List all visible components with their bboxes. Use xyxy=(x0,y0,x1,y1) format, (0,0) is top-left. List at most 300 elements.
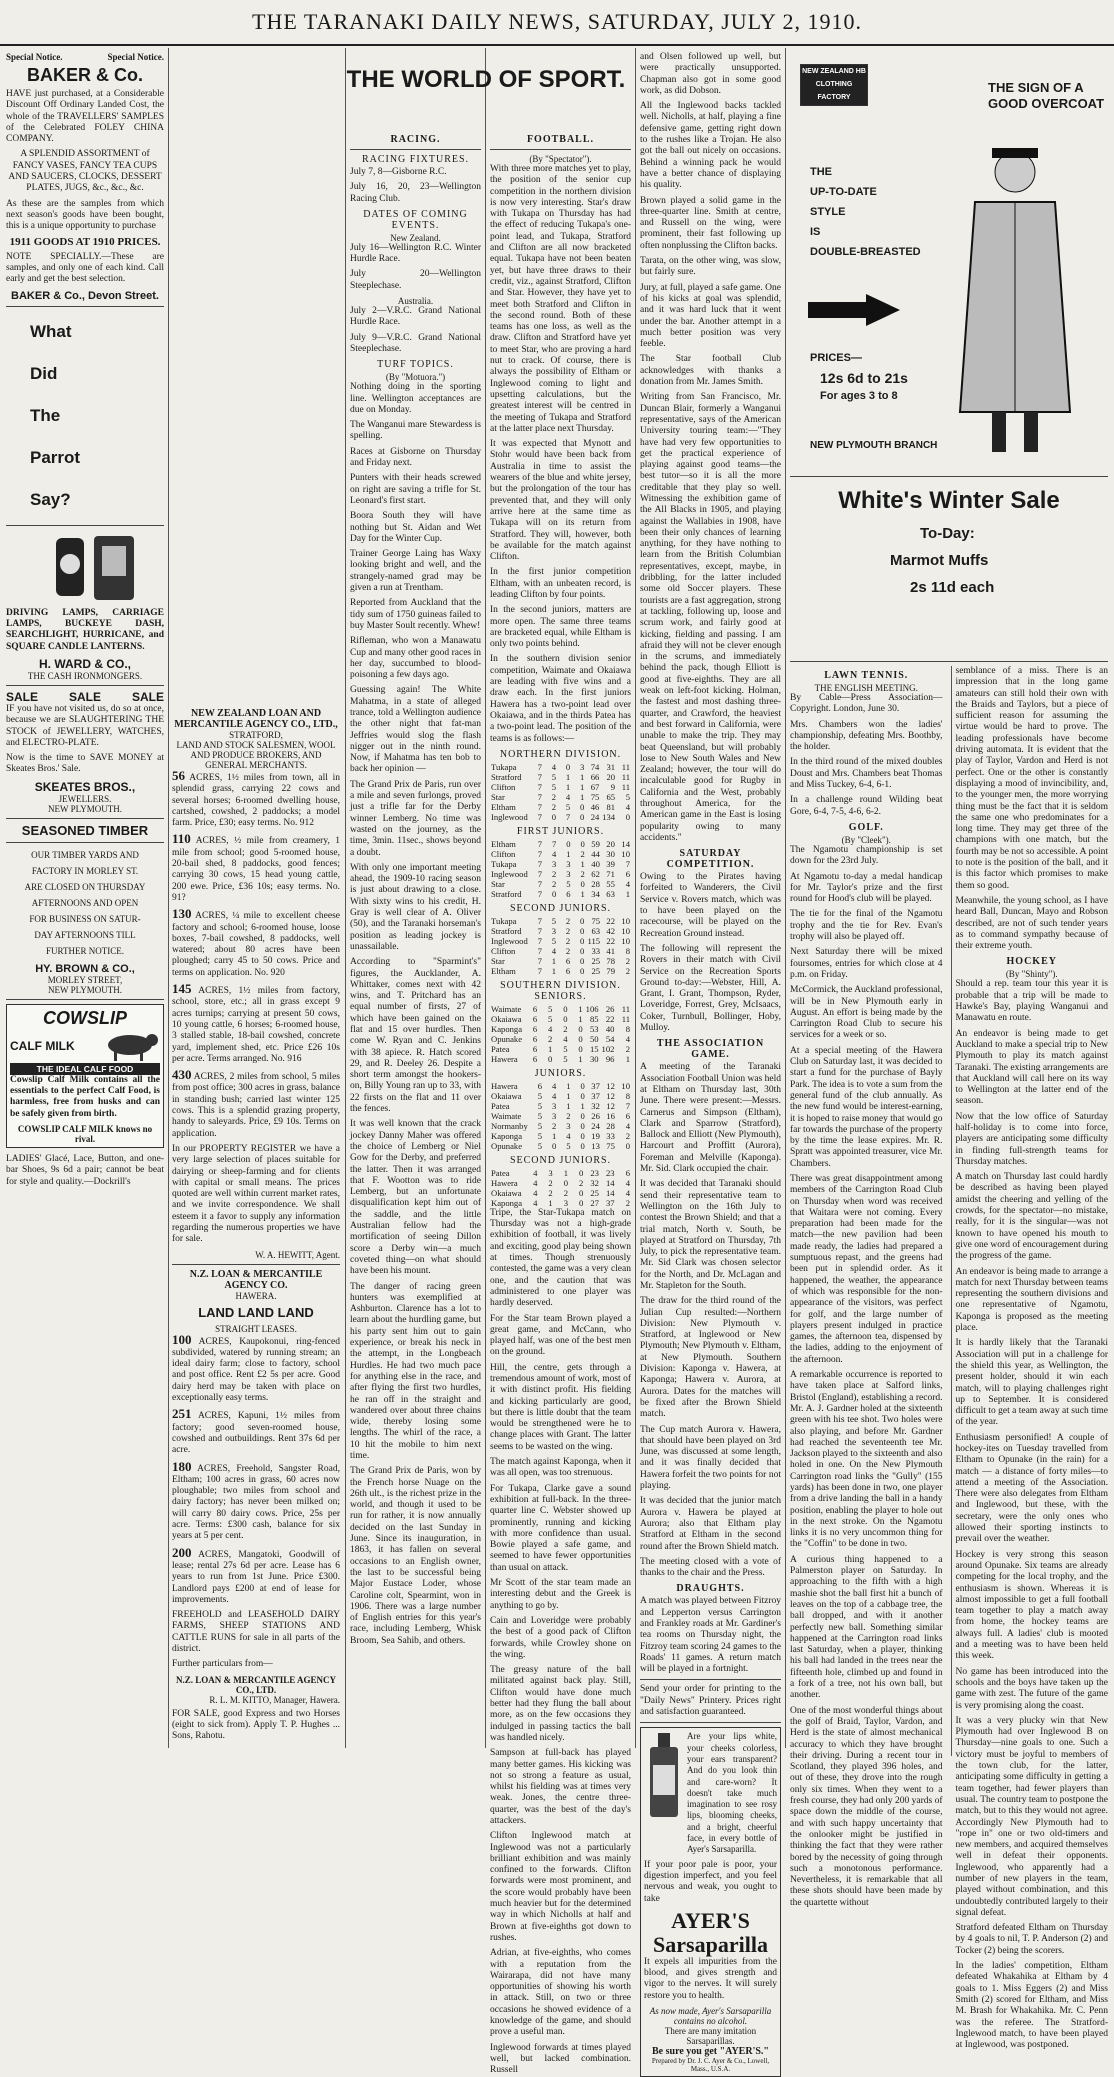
table-cell: 74 xyxy=(590,761,600,772)
team-name: Okaiawa xyxy=(491,1013,522,1024)
lease-listing xyxy=(172,1408,340,1456)
table-title: SOUTHERN DIVISION. SENIORS. xyxy=(500,979,621,1002)
turf-paragraph: With only one important meeting ahead, the 1909-10 racing season is just about drawing to a close. With sixty wins to his credit, H. Gray is well clear of A. Oliver (50), and the Taranaki horseman's position as leading jockey is unassailable. xyxy=(350,862,481,952)
table-cell: 8 xyxy=(625,1090,630,1101)
table-cell: 1 xyxy=(548,1197,553,1208)
table-cell: 11 xyxy=(621,1003,630,1014)
turf-paragraph: Guessing again! The White Mahatma, in a state of alleged trance, told a Wellington audience the other night that fat-man Jeffries would slog the flash nigger out in the ninth round. Now, if Mahatma has ten bob to back her opinion — xyxy=(350,685,481,775)
table-cell: 5 xyxy=(566,1140,571,1151)
fixtures-head: RACING FIXTURES. xyxy=(361,154,470,165)
land-free: FREEHOLD and LEASEHOLD DAIRY FARMS, SHEEP STATIONS AND CATTLE RUNS for sale in all parts of the district. xyxy=(172,1610,340,1654)
saturday-head: SATURDAY COMPETITION. xyxy=(666,848,755,871)
table-cell: 31 xyxy=(606,761,616,772)
team-name: Hawera xyxy=(491,1177,518,1188)
draughts-text: Send your order for printing to the "Daily News" Printery. Prices right and satisfaction guaranteed. xyxy=(640,1684,781,1718)
table-cell: 1 xyxy=(551,955,557,966)
table-cell: 28 xyxy=(606,1120,615,1131)
cowslip-sub: CALF MILK xyxy=(10,1038,75,1053)
table-cell: 7 xyxy=(537,761,542,772)
table-cell: 5 xyxy=(551,781,557,792)
table-cell: 7 xyxy=(537,781,542,792)
hockey-column xyxy=(951,666,1109,2051)
team-name: Star xyxy=(491,878,505,889)
table-cell: 67 xyxy=(590,781,600,792)
table-cell: 0 xyxy=(580,915,585,926)
sport-title: THE WORLD OF SPORT. xyxy=(346,66,626,93)
property-listing xyxy=(172,770,340,829)
table-cell: 20 xyxy=(606,838,615,849)
table-cell: 8 xyxy=(625,1023,630,1034)
table-cell: 53 xyxy=(589,1023,599,1034)
table-cell: 11 xyxy=(621,771,630,782)
table-cell: 15 xyxy=(589,1043,599,1054)
property-listing-number: 56 xyxy=(172,768,185,783)
skeates-sub: NEW PLYMOUTH. xyxy=(48,803,122,814)
land-sub: STRAIGHT LEASES. xyxy=(215,1323,297,1334)
sale-word: SALE xyxy=(131,689,164,704)
table-cell: 10 xyxy=(621,848,630,859)
association-paragraph: The meeting closed with a vote of thanks to the chair and the Press. xyxy=(640,1556,781,1579)
saturday-paragraph: The following will represent the Rovers in their match with Civil Service on the Recreation Sports Ground to-day:—Webster, Hill, A. Grant, I. Grant, Thompson, Ryder, Loveridge, Forrest, Grey, McIsaacs, Coker, Turnbull, Bollinger, Hoby, Mulloy. xyxy=(640,943,781,1034)
tennis-paragraph: Mrs. Chambers won the ladies' championship, defeating Mrs. Boothby, the holder. xyxy=(790,719,943,753)
table-cell: 2 xyxy=(625,1197,630,1208)
golf-paragraph: A remarkable occurrence is reported to have taken place at Salford links, Bristol (England), establishing a record. Mr. A. J. Gardner holed at the sixteenth green with his tee shot. Two holes were also playing, and before Mr. Gardner had reached the seventeenth tee Mr. Jackson played to the sixteenth and also holed in one. On the New Plymouth Carrington road links the "Gully" (155 yards) has been done in two, one player from a drive landing the ball in a handy position, enabling the player to hole out in the next stroke. On the Ngamotu links it is no very uncommon thing for the "Coffin" to be done in two. xyxy=(790,1370,943,1550)
brown-sub: MORLEY STREET, xyxy=(47,974,123,985)
table-cell: 3 xyxy=(552,858,557,869)
team-name: Hawera xyxy=(491,1080,518,1091)
table-cell: 0 xyxy=(580,1110,585,1121)
table-cell: 7 xyxy=(537,945,542,956)
table-cell: 2 xyxy=(625,1043,630,1054)
table-cell: 0 xyxy=(563,1177,569,1188)
hockey-paragraph: Enthusiasm personified! A couple of hockey-ites on Tuesday travelled from Eltham to Opunake (in the rain) for a match — a distance of forty miles—to attend a meeting of the Association. There were also delegates from Eltham and Inglewood, but these, with the secretary, were the only ones who allowed their sporting instincts to prevail over the weather. xyxy=(955,1432,1108,1545)
table-title: SECOND JUNIORS. xyxy=(509,1154,612,1166)
table-cell: 7 xyxy=(537,925,542,936)
table-cell: 5 xyxy=(537,1140,543,1151)
table-cell: 5 xyxy=(537,1100,543,1111)
ayer-text: If your poor pale is poor, your digestion imperfect, and you feel nervous and weak, you ought to take xyxy=(644,1859,777,1904)
table-cell: 5 xyxy=(537,1110,543,1121)
table-cell: 4 xyxy=(625,1033,630,1044)
table-cell: 1 xyxy=(563,1167,569,1178)
article-paragraph: Tarata, on the other wing, was slow, but fairly sure. xyxy=(640,256,781,278)
association-paragraph: A meeting of the Taranaki Association Football Union was held at Eltham on Thursday last, 30th June. There were present:—Messrs. Carnerus and Simpson (Eltham), Clark and Sparrow (Stratford), Ballock and Elliott (New Plymouth), Harcourt and Proffitt (Aurora), Foreman and Melville (Kaponga). Mr. Sid. Clark occupied the chair. xyxy=(640,1062,781,1175)
table-row xyxy=(490,839,631,849)
tennis-paragraph: By Cable—Press Association—Copyright. London, June 30. xyxy=(790,693,943,715)
golf-paragraph: Meanwhile, the young school, as I have heard Ball, Duncan, Mayo and Robson described, are not of such tender years as to command sympathy because of their extreme youth. xyxy=(955,895,1108,952)
table-cell: 5 xyxy=(551,771,557,782)
team-name: Waimate xyxy=(491,1110,522,1121)
team-name: Star xyxy=(491,791,505,802)
table-cell: 0 xyxy=(625,1140,630,1151)
team-name: Patea xyxy=(491,1043,510,1054)
table-cell: 0 xyxy=(578,1023,583,1034)
table-row xyxy=(490,1188,631,1198)
table-cell: 10 xyxy=(621,915,630,926)
ayer-foot: There are many imitation Sarsaparillas. xyxy=(664,2026,757,2047)
table-row xyxy=(490,1091,631,1101)
table-cell: 26 xyxy=(605,1003,615,1014)
team-name: Opunake xyxy=(491,1033,523,1044)
baker-text: HAVE just purchased, at a Considerable Discount Off Ordinary Landed Cost, the whole of the TRAVELLERS' SAMPLES of the Celebrated FOLEY CHINA COMPANY. xyxy=(6,89,164,145)
ward-sub: THE CASH IRONMONGERS. xyxy=(27,670,143,681)
table-cell: 1 xyxy=(566,1090,571,1101)
sale-text: Now is the time to SAVE MONEY at Skeates Bros.' Sale. xyxy=(6,753,164,775)
turf-paragraph: Punters with their heads screwed on right are saving a trifle for St. Leonard's first start. xyxy=(350,473,481,506)
timber-line: FOR BUSINESS ON SATUR- xyxy=(29,913,141,924)
table-cell: 0 xyxy=(580,945,585,956)
style-line: UP-TO-DATE xyxy=(810,186,877,198)
white-title: White's Winter Sale xyxy=(838,487,1060,514)
last-ad: FOR SALE, good Express and two Horses (eight to sick from). Apply T. P. Hughes ... Sons, Rahotu. xyxy=(172,1708,340,1742)
table-cell: 6 xyxy=(537,1080,543,1091)
ayer-lead: Are your lips white, your cheeks colorless, your ears transparent? And do you look thin and care-worn? It doesn't take much imagination to see rosy lips, blooming cheeks, and a bright, cheerful face, in every bottle of Ayer's Sarsaparilla. xyxy=(687,1731,777,1855)
turf-paragraph: Nothing doing in the sporting line. Wellington acceptances are due on Monday. xyxy=(350,382,481,415)
football-paragraph: Tripe, the Star-Tukapa match on Thursday was not a high-grade exhibition of football, it was lively and exciting, good play being shown at times. Though strenuously contested, the game was a very clean one, and the caution that was administered to one player was hardly deserved. xyxy=(490,1207,631,1309)
table-cell: 23 xyxy=(606,1167,615,1178)
golf-paragraph: semblance of a miss. There is an impression that in the long game amateurs can still hold their own with the Braids and Taylors, but a piece of sufficient reason for assuming the virtue would be hard to prove. The leading professionals have become driving automata. It is evident that the play of Taylor, Vardon and Herd is not perfect. One or the other is constantly displaying a mood of invincibility, and, to the younger men, the more worrying thing must be the fact that it is seldom the same one who predominates for a long time. They may get three of the champions with one match, but the fourth may be not so accessible. A point to note is the position of the ball, and it is this factor which promises to make them so good. xyxy=(955,666,1108,891)
turf-head: TURF TOPICS. xyxy=(377,359,454,371)
ayer-foot: As now made, Ayer's Sarsaparilla contains no alcohol. xyxy=(649,2006,772,2027)
brown-name: HY. BROWN & CO., xyxy=(35,962,135,975)
table-cell: 4 xyxy=(625,878,630,889)
property-listing-text: ACRES, 2 miles from school, 5 miles from post office; 300 acres in grass, balance in standing bush; carried last winter 125 cows. This is a splendid grazing property, handy to saleyards. Price, £9 10s. Terms on application. xyxy=(172,1072,340,1139)
column-rule xyxy=(635,48,636,1748)
table-cell: 0 xyxy=(580,925,585,936)
team-name: Tukapa xyxy=(491,915,517,926)
golf-paragraph: At a special meeting of the Hawera Club on Saturday last, it was decided to start a fund for the purchase of Bayly Park. The idea is to vote a sum from the general fund of the club annually. As the new fund would be interest-earning, it is hoped to raise money that would go far towards the purchase of the property by the time the lease expires. Mr. R. Spratt was appointed treasurer, vice Mr. Chambers. xyxy=(790,1045,943,1169)
table-cell: 7 xyxy=(552,838,557,849)
table-row xyxy=(490,1034,631,1044)
association-paragraph: The Cup match Aurora v. Hawera, that should have been played on 3rd June, was discussed at some length, and it was finally decided that Hawera forfeit the two points for not playing. xyxy=(640,1424,781,1492)
table-cell: 2 xyxy=(579,1177,584,1188)
turf-paragraph: Reported from Auckland that the tidy sum of 1750 guineas failed to buy Master Soult recently. Whew! xyxy=(350,598,481,631)
table-cell: 5 xyxy=(551,915,557,926)
hockey-paragraph: A match on Thursday last could hardly be described as having been played amidst the cheering and yelling of the crowds, for the spectator—no mistake, really, for it is the singular—was not known to have opened his mouth to give one word of encouragement during the progress of the game. xyxy=(955,1172,1108,1262)
nzloan-head: NEW ZEALAND LOAN AND MERCANTILE AGENCY CO., LTD., xyxy=(174,708,338,730)
team-name: Tukapa xyxy=(491,761,517,772)
table-cell: 6 xyxy=(625,1167,630,1178)
table-cell: 22 xyxy=(606,935,615,946)
table-cell: 0 xyxy=(578,1043,583,1054)
table-cell: 22 xyxy=(605,1013,615,1024)
table-cell: 2 xyxy=(552,878,557,889)
table-cell: 5 xyxy=(537,1120,543,1131)
table-cell: 0 xyxy=(580,878,585,889)
table-cell: 7 xyxy=(537,955,542,966)
pointing-hand-icon xyxy=(804,284,904,334)
table-cell: 1 xyxy=(578,1053,583,1064)
nzloan-register: In our PROPERTY REGISTER we have a very large selection of places suitable for dairying or sheep-farming and for clients with capital or small means. The prices quoted are well within current market rates, and we invite correspondence. We shall esteem it a favor to supply any information regarding the numerous properties we have for sale. xyxy=(172,1143,340,1245)
team-name: Kaponga xyxy=(491,1130,523,1141)
table-cell: 0 xyxy=(625,811,630,822)
table-cell: 7 xyxy=(537,791,542,802)
table-cell: 7 xyxy=(537,771,542,782)
sale-word: SALE xyxy=(68,689,101,704)
team-name: Kaponga xyxy=(491,1197,523,1208)
table-cell: 0 xyxy=(566,838,571,849)
table-cell: 6 xyxy=(565,965,571,976)
table-cell: 5 xyxy=(551,935,557,946)
timber-line: AFTERNOONS AND OPEN xyxy=(31,897,139,908)
table-cell: 16 xyxy=(606,1110,615,1121)
table-cell: 12 xyxy=(606,1080,615,1091)
table-cell: 6 xyxy=(532,1013,538,1024)
team-name: Inglewood xyxy=(491,935,528,946)
parrot-word: Did xyxy=(30,363,58,383)
table-cell: 3 xyxy=(552,1110,557,1121)
table-cell: 79 xyxy=(606,965,615,976)
property-listing xyxy=(172,1069,340,1140)
table-row xyxy=(490,859,631,869)
table-cell: 1 xyxy=(580,858,585,869)
table-cell: 2 xyxy=(565,935,571,946)
table-cell: 0 xyxy=(580,1140,585,1151)
table-row xyxy=(490,1081,631,1091)
nzloan-sub: LAND AND STOCK SALESMEN, WOOL AND PRODUCE BROKERS, AND GENERAL MERCHANTS. xyxy=(176,740,336,770)
table-cell: 1 xyxy=(566,1100,571,1111)
table-cell: 0 xyxy=(552,1140,557,1151)
sport-title-area xyxy=(172,52,630,112)
team-name: Kaponga xyxy=(491,1023,523,1034)
turf-paragraph: It was well known that the crack jockey Danny Maher was offered the choice of Lemberg or Niel Gow for the Derby, and preferred the latter. Then it was arranged that F. Wootton was to ride Lemberg, but an unfortunate disqualification kept him out of the saddle, and the little Australian fellow had the mortification of seeing Dillon score a Derby win—a much coveted thing—on what should have been his mount. xyxy=(350,1119,481,1277)
table-cell: 0 xyxy=(580,801,585,812)
parrot-word: Say? xyxy=(30,489,71,509)
table-cell: 4 xyxy=(552,848,557,859)
hockey-paragraph: Stratford defeated Eltham on Thursday by 4 goals to nil, T. P. Anderson (2) and Tocker (2) being the scorers. xyxy=(955,1923,1108,1956)
table-cell: 0 xyxy=(580,1120,585,1131)
association-paragraph: It was decided that Taranaki should send their representative team to Wellington on the 16th July to contest the Brown Shield; and that a trial match, North v. South, be played at Stratford on Thursday, 7th July, to pick the representative team. Mr. Sid Clark was chosen selector for the North, and Dr. McLagan and Mr. Stapleton for the South. xyxy=(640,1179,781,1291)
table-cell: 6 xyxy=(565,955,571,966)
standings-table xyxy=(490,1168,631,1208)
table-cell: 25 xyxy=(591,965,601,976)
property-listing-number: 130 xyxy=(172,906,192,922)
baker-text: A SPLENDID ASSORTMENT of FANCY VASES, FANCY TEA CUPS AND SAUCERS, CLOCKS, DESSERT PLATES, JUGS, &c., &c., &c. xyxy=(8,149,162,194)
property-listing-number: 430 xyxy=(172,1067,192,1083)
column-5 xyxy=(640,52,781,2074)
property-listing-number: 145 xyxy=(172,981,192,997)
hockey-paragraph: An endeavor is being made to get Auckland to make a special trip to New Plymouth to play its match against Taranaki. The existing arrangements are that Auckland will call here on its way to Wellington at the latter end of the season. xyxy=(955,1028,1108,1107)
table-cell: 0 xyxy=(580,965,585,976)
table-cell: 5 xyxy=(548,1003,553,1014)
date: July 16—Wellington R.C. Winter Hurdle Race. xyxy=(350,242,481,265)
skeates-name: SKEATES BROS., xyxy=(34,779,136,794)
tennis-golf-column xyxy=(790,666,943,1908)
table-cell: 5 xyxy=(563,1053,568,1064)
table-row xyxy=(490,1054,631,1064)
baker-footer: BAKER & Co., Devon Street. xyxy=(11,289,159,302)
table-title: NORTHERN DIVISION. xyxy=(499,748,622,760)
football-paragraph: The greasy nature of the ball militated against back play. Still, Clifton would have done much better had they flung the ball about more, as on the few occasions they indulged in passing tactics the ball was handled nicely. xyxy=(490,1665,631,1743)
table-cell: 14 xyxy=(606,1187,615,1198)
table-row xyxy=(490,812,631,822)
table-cell: 39 xyxy=(606,858,615,869)
table-cell: 55 xyxy=(606,878,615,889)
dates-sub: New Zealand. xyxy=(390,232,441,243)
turf-paragraph: Trainer George Laing has Waxy looking bright and well, and the strangely-named grad may be given a run at Trentham. xyxy=(350,549,481,594)
table-cell: 5 xyxy=(566,878,571,889)
white-price: 2s 11d each xyxy=(910,579,995,596)
table-cell: 4 xyxy=(551,761,557,772)
table-cell: 4 xyxy=(625,801,630,812)
date: July 2—V.R.C. Grand National Hurdle Race. xyxy=(350,306,481,328)
lease-listing-text: ACRES, Freehold, Sangster Road, Eltham; 100 acres in grass, 60 acres now ploughable; two miles from school and dairy factory; has never been milked on; will carry 80 dairy cows. Price, 25s per acre. Terms: £300 cash, balance for six years at 5 per cent. xyxy=(172,1463,340,1542)
turf-paragraph: The Grand Prix de Paris, won by the French horse Nuage on the 26th ult., is the richest prize in the world, and though it used to be run for rather, it is now annually decided on the last Sunday in June. Since its inauguration, in 1863, it has fallen on several occasions to an English owner, the last to be successful being Major Eustace Loder, whose Caroline colt, Spearmint, won in 1906. There was a large number of English entries for this year's race, including Lemberg, Whisk Broom, Sea Sahib, and others. xyxy=(350,1466,481,1646)
table-cell: 1 xyxy=(625,888,630,899)
table-cell: 30 xyxy=(606,848,615,859)
table-cell: 0 xyxy=(579,1167,584,1178)
table-row xyxy=(490,1178,631,1188)
ward-name: H. WARD & CO., xyxy=(39,656,131,671)
table-cell: 9 xyxy=(610,781,616,792)
standings-table xyxy=(490,1081,631,1151)
table-row xyxy=(490,936,631,946)
turf-paragraph: The danger of racing green hunters was exemplified at Ashburton. Clarence has a lot to learn about the hurdling game, but his party sent him out to gain experience, or break his neck in the attempt, in the Longbeach Hurdles. He had two much pace for anything else in the race, and after flying the first two hurdles, he ran off in the straight and wandered over about three chains wide, thereby losing some lengths. The whirl of the race, a 10 hit the mobile to him next time. xyxy=(350,1281,481,1461)
tennis-head: LAWN TENNIS. xyxy=(824,670,909,681)
parrot-word: What xyxy=(30,321,72,341)
hockey-paragraph: It was a very plucky win that New Plymouth had over Inglewood B on Thursday—nine goals to one. Such a victory must be joyful to members of the town club, for the latter, anticipating some difficulty in getting a team together, had fewer players than usual. The country team to postpone the match, but to this they would not agree. Accordingly New Plymouth had to "rope in" one or two old-timers and new members, and acquired themselves well in defeat their opponents. Inglewood, who apparently had a number of new players in the team, played without combination, and this undoubtedly contributed largely to their signal defeat. xyxy=(955,1715,1108,1918)
table-cell: 7 xyxy=(537,965,542,976)
style-line: DOUBLE-BREASTED xyxy=(810,246,921,258)
table-row xyxy=(490,879,631,889)
table-cell: 0 xyxy=(565,761,571,772)
skeates-sub: JEWELLERS. xyxy=(58,793,112,804)
table-row xyxy=(490,956,631,966)
parrot-word: The xyxy=(30,405,61,425)
table-cell: 5 xyxy=(548,1013,553,1024)
table-cell: 0 xyxy=(551,811,557,822)
team-name: Eltham xyxy=(491,801,516,812)
table-cell: 66 xyxy=(590,771,600,782)
turf-paragraph: Rifleman, who won a Manawatu Cup and many other good races in her day, succumbed to blood-poisoning a few days ago. xyxy=(350,636,481,681)
article-paragraph: Jury, at full, played a safe game. One of his kicks at goal was splendid, and it was hard luck that it went under the bar. Another attempt in a much better position was very feeble. xyxy=(640,282,781,350)
table-row xyxy=(490,849,631,859)
table-cell: 14 xyxy=(606,1177,615,1188)
table-cell: 1 xyxy=(551,965,557,976)
table-cell: 4 xyxy=(533,1167,538,1178)
table-row xyxy=(490,1101,631,1111)
ayer-brand: AYER'S Sarsaparilla xyxy=(653,1907,768,1957)
table-cell: 28 xyxy=(591,878,600,889)
table-cell: 3 xyxy=(548,1167,553,1178)
table-cell: 7 xyxy=(537,848,543,859)
baker-text: 1911 GOODS AT 1910 PRICES. xyxy=(9,235,161,248)
table-cell: 5 xyxy=(537,1090,543,1101)
lamp-image xyxy=(6,530,164,608)
football-paragraph: Cain and Loveridge were probably the best of a good pack of Clifton forwards, while Crowley shone on the wing. xyxy=(490,1615,631,1660)
table-cell: 25 xyxy=(590,1187,599,1198)
team-name: Okaiawa xyxy=(491,1090,522,1101)
table-row xyxy=(490,762,631,772)
ayer-text: It expels all impurities from the blood, and gives strength and vigor to the nerves. It will surely restore you to health. xyxy=(644,1956,777,2001)
table-cell: 2 xyxy=(625,1130,630,1141)
table-cell: 4 xyxy=(566,1130,571,1141)
team-name: Waimate xyxy=(491,1003,522,1014)
table-row xyxy=(490,1024,631,1034)
table-cell: 8 xyxy=(625,945,630,956)
lease-listing-number: 180 xyxy=(172,1458,192,1474)
parrot-ad xyxy=(6,311,164,521)
table-cell: 1 xyxy=(625,1053,630,1064)
table-cell: 7 xyxy=(537,868,543,879)
table-cell: 37 xyxy=(591,1090,600,1101)
football-paragraph: It was expected that Mynott and Stohr would have been back from Australia in time to assist the wearers of the blue and white jersey, but the prolongation of the tour has prevented that, and they will only arrive here at the same time as Tukapa will on its return from Stratford. They will, however, both be available for the match against Clifton. xyxy=(490,439,631,563)
table-cell: 1 xyxy=(580,1100,585,1111)
table-cell: 5 xyxy=(537,1130,543,1141)
lease-listing-text: ACRES, Mangatoki, Goodwill of lease; rental 27s 6d per acre. Lease has 6 years to run from 1st June. Price £300. Landlord pays £200 at end of lease for improvements. xyxy=(172,1549,340,1605)
column-rule xyxy=(485,48,486,1748)
association-paragraph: The draw for the third round of the Julian Cup resulted:—Northern Division: New Plymouth v. Stratford, at Inglewood or New Plymouth; New Plymouth v. Eltham, at New Plymouth. Southern Division: Kaponga v. Hawera, at Kaponga; Hawera v. Aurora, at Aurora. Dates for the matches will be fixed after the Brown Shield match. xyxy=(640,1296,781,1420)
table-cell: 3 xyxy=(580,761,585,772)
table-cell: 3 xyxy=(566,868,571,879)
cowslip-foot: COWSLIP CALF MILK knows no rival. xyxy=(17,1123,153,1144)
turf-paragraph: Races at Gisborne on Thursday and Friday next. xyxy=(350,446,481,469)
table-row xyxy=(490,1168,631,1178)
white-sale-ad xyxy=(790,487,1108,657)
table-row xyxy=(490,946,631,956)
table-cell: 7 xyxy=(537,878,543,889)
table-cell: 2 xyxy=(548,1033,553,1044)
lease-listing xyxy=(172,1331,340,1405)
sign-head: THE SIGN OF A GOOD OVERCOAT xyxy=(988,80,1105,111)
table-cell: 2 xyxy=(566,1110,571,1121)
land-further: Further particulars from— xyxy=(172,1659,273,1670)
boy-in-overcoat-icon xyxy=(940,142,1090,462)
property-listing-number: 110 xyxy=(172,831,191,847)
golf-paragraph: At Ngamotu to-day a medal handicap for Mr. Taylor's prize and the first round for Hood's club will be played. xyxy=(790,871,943,905)
column-rule xyxy=(785,48,786,1748)
table-cell: 4 xyxy=(625,1177,630,1188)
hockey-paragraph: Now that the low office of Saturday half-holiday is to come into force, players are anticipating some difficulty in finding full-strength teams for Thursday matches. xyxy=(955,1111,1108,1167)
table-row xyxy=(490,792,631,802)
hockey-paragraph: No game has been introduced into the schools and the boys have taken up the game with zest. The future of the game is very promising along the coast. xyxy=(955,1666,1108,1711)
golf-paragraph: There was great disappointment among members of the Carrington Road Club on Thursday when word was received that Waitara were not coming. Every preparation had been made for the match—the new pavilion had been made ready, the ladies had prepared a sumptuous repast, and the greens had been put in splendid order. As it happened, the weather, the appearance of which was responsible for the non-appearance of the visitors, was perfect for golf, and the large number of players present indulged in practice games, the afternoon tea, dispensed by the ladies, adding to the enjoyment of the afternoon. xyxy=(790,1173,943,1365)
prices-2: For ages 3 to 8 xyxy=(820,390,898,402)
table-cell: 10 xyxy=(621,1080,630,1091)
hockey-paragraph: In the ladies' competition, Eltham defeated Whakahika at Eltham by 4 goals to 1. Miss Eggers (2) and Miss Smith (2) scored for Eltham, and Miss M. Brash for Whakahika. Mr. C. Penn was the referee. The Stratford-Inglewood match, to have been played at Inglewood, was postponed. xyxy=(955,1961,1108,2051)
table-cell: 4 xyxy=(563,1033,568,1044)
land-agency: N.Z. LOAN & MERCANTILE AGENCY CO., LTD. xyxy=(175,1674,336,1695)
table-cell: 14 xyxy=(621,838,630,849)
table-cell: 4 xyxy=(625,1120,630,1131)
racing-head: RACING. xyxy=(390,134,441,145)
lease-listing-number: 251 xyxy=(172,1406,192,1422)
racing-column xyxy=(350,130,481,1750)
team-name: Stratford xyxy=(491,771,522,782)
football-paragraph: In the first junior competition Eltham, with an unbeaten record, is leading Clifton by four points. xyxy=(490,567,631,600)
table-cell: 81 xyxy=(606,801,616,812)
land-sign: R. L. M. KITTO, Manager, Hawera. xyxy=(209,1694,340,1705)
table-row xyxy=(490,1044,631,1054)
table-cell: 4 xyxy=(565,791,571,802)
table-cell: 1 xyxy=(566,1080,571,1091)
cowslip-title: COWSLIP xyxy=(43,1007,127,1028)
table-cell: 37 xyxy=(591,1080,600,1091)
table-title: SECOND JUNIORS. xyxy=(509,902,612,914)
table-cell: 106 xyxy=(585,1003,599,1014)
team-name: Inglewood xyxy=(491,811,528,822)
branch: NEW PLYMOUTH BRANCH xyxy=(810,440,938,451)
column-rule xyxy=(345,48,346,1748)
hb-ad xyxy=(790,52,1108,472)
lease-listing-number: 100 xyxy=(172,1331,192,1347)
table-cell: 10 xyxy=(621,925,630,936)
hockey-by: (By "Shinty"). xyxy=(1005,969,1058,980)
golf-by: (By "Cleek"). xyxy=(841,834,891,845)
table-cell: 3 xyxy=(566,1120,571,1131)
property-listing-text: ACRES, ½ mile from creamery, 1 mile from school; good 5-roomed house, 20-bail shed, 8 paddocks, good fences; carrying 30 cows, 15 head young cattle, 200 ewe. Price, £36 10s; easy terms. No. 91? xyxy=(172,836,341,903)
table-cell: 0 xyxy=(563,1013,568,1024)
